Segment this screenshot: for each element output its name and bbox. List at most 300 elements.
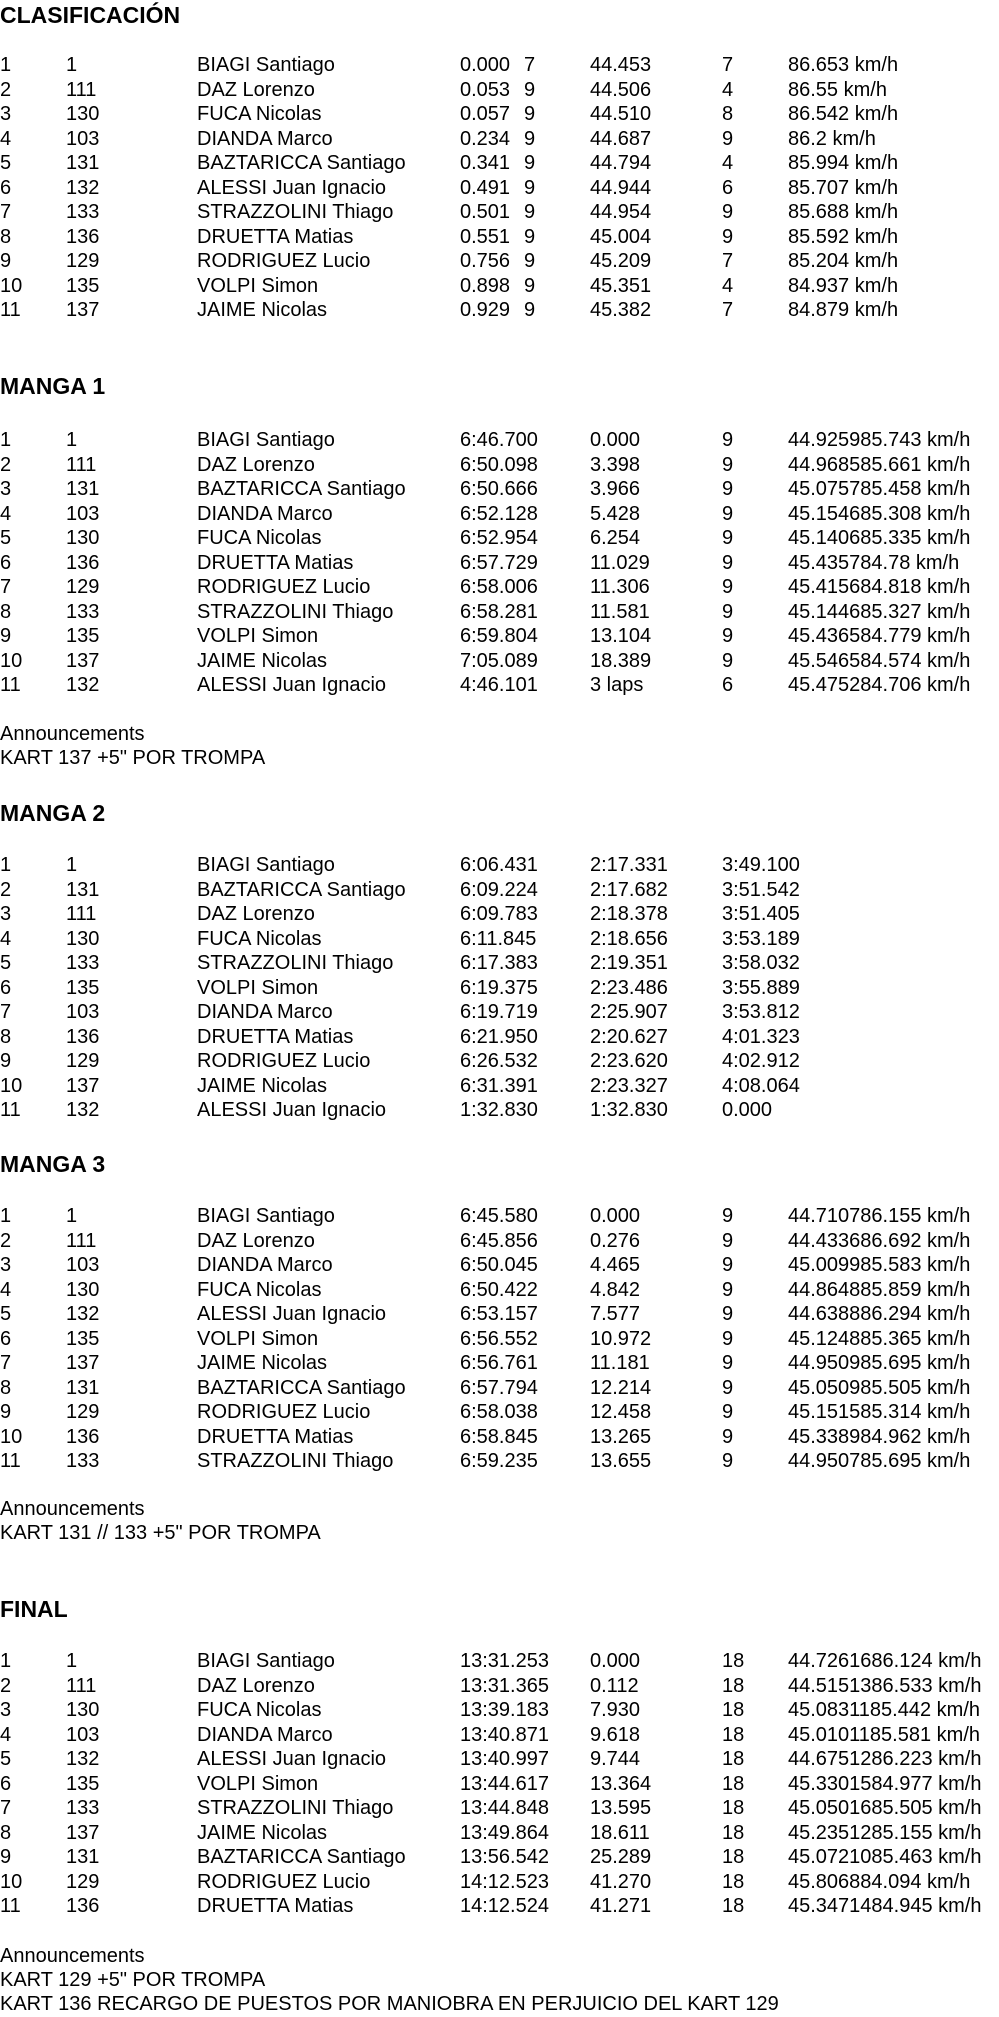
table-row <box>0 1845 999 1870</box>
table-cell: 9.744 <box>590 1748 641 1770</box>
table-cell: 44.433686.692 km/h <box>788 1229 971 1252</box>
table-cell: 13:44.848 <box>460 1797 549 1819</box>
table-cell: STRAZZOLINI Thiago <box>197 1450 394 1472</box>
table-row <box>0 53 999 78</box>
table-cell: 129 <box>66 576 100 598</box>
table-cell: 3.398 <box>590 453 641 476</box>
table-cell: 44.638886.294 km/h <box>788 1303 971 1325</box>
table-cell: 133 <box>66 201 100 223</box>
table-cell: VOLPI Simon <box>197 1772 319 1795</box>
table-cell: 9 <box>0 1846 12 1868</box>
table-cell: 4 <box>0 127 12 150</box>
table-cell: STRAZZOLINI Thiago <box>197 952 394 974</box>
table-cell: 2 <box>0 1674 12 1697</box>
table-cell: 6:52.128 <box>460 502 538 525</box>
table-cell: 85.688 km/h <box>788 201 899 223</box>
table-cell: 0.234 <box>460 127 511 150</box>
table-cell: 103 <box>66 1723 100 1746</box>
table-cell: DAZ Lorenzo <box>197 78 315 101</box>
table-row <box>0 78 999 103</box>
table-cell: 44.794 <box>590 152 652 174</box>
table-cell: DRUETTA Matias <box>197 1025 354 1048</box>
table-cell: 6:56.552 <box>460 1327 538 1350</box>
table-cell: 8 <box>0 1376 12 1399</box>
table-cell: 11.306 <box>590 576 650 598</box>
table-cell: 45.435784.78 km/h <box>788 551 960 574</box>
table-cell: 136 <box>66 1025 100 1048</box>
table-row <box>0 526 999 551</box>
table-cell: VOLPI Simon <box>197 1327 319 1350</box>
table-cell: 11 <box>0 299 21 321</box>
manga1-announcements-label: Announcements <box>0 723 145 745</box>
table-cell: 45.382 <box>590 299 652 321</box>
table-cell: 6:59.235 <box>460 1450 538 1472</box>
table-cell: 0.898 <box>460 274 511 297</box>
table-cell: 130 <box>66 527 100 549</box>
table-row <box>0 649 999 674</box>
table-row <box>0 477 999 502</box>
table-cell: 111 <box>66 78 97 101</box>
table-cell: 7 <box>0 576 12 598</box>
table-cell: 18 <box>722 1797 745 1819</box>
table-cell: 45.351 <box>590 274 652 297</box>
table-cell: 45.124885.365 km/h <box>788 1327 971 1350</box>
table-cell: 5 <box>0 1748 12 1770</box>
table-cell: 6:19.375 <box>460 976 538 999</box>
table-cell: 3 <box>0 103 12 125</box>
table-cell: 44.944 <box>590 176 652 199</box>
table-cell: STRAZZOLINI Thiago <box>197 201 394 223</box>
table-cell: 6:09.224 <box>460 878 538 901</box>
table-row <box>0 1049 999 1074</box>
table-cell: 9 <box>722 1376 734 1399</box>
table-cell: 13:40.997 <box>460 1748 549 1770</box>
table-cell: 1:32.830 <box>460 1099 538 1121</box>
table-cell: 3:53.812 <box>722 1001 800 1023</box>
table-cell: 132 <box>66 1099 100 1121</box>
table-row <box>0 1098 999 1123</box>
table-cell: 11.029 <box>590 551 650 574</box>
table-cell: 9 <box>0 1050 12 1072</box>
table-cell: 9 <box>0 625 12 647</box>
table-cell: 1 <box>66 1205 78 1227</box>
table-cell: RODRIGUEZ Lucio <box>197 576 371 598</box>
table-cell: 2 <box>0 1229 12 1252</box>
table-cell: 2:20.627 <box>590 1025 668 1048</box>
table-cell: 4:02.912 <box>722 1050 800 1072</box>
table-cell: 7 <box>722 250 734 272</box>
table-row <box>0 428 999 453</box>
table-cell: 4 <box>722 152 734 174</box>
table-cell: 5 <box>0 1303 12 1325</box>
table-cell: 135 <box>66 274 100 297</box>
table-cell: 45.436584.779 km/h <box>788 625 971 647</box>
table-cell: 41.271 <box>590 1895 652 1917</box>
final-title: FINAL <box>0 1596 68 1622</box>
table-cell: 9 <box>722 1401 734 1423</box>
table-cell: 9 <box>722 478 734 500</box>
table-cell: 135 <box>66 976 100 999</box>
table-row <box>0 1425 999 1450</box>
table-cell: 9 <box>722 1205 734 1227</box>
table-cell: 6 <box>0 176 12 199</box>
table-row <box>0 1894 999 1919</box>
table-cell: DIANDA Marco <box>197 1254 333 1276</box>
table-cell: 1 <box>0 1650 12 1672</box>
table-row <box>0 1302 999 1327</box>
table-cell: 9 <box>524 201 536 223</box>
table-cell: 44.954 <box>590 201 652 223</box>
table-cell: 103 <box>66 1001 100 1023</box>
table-cell: 2 <box>0 878 12 901</box>
table-cell: 1 <box>66 1650 78 1672</box>
table-row <box>0 1229 999 1254</box>
table-cell: 14:12.523 <box>460 1870 549 1893</box>
table-cell: ALESSI Juan Ignacio <box>197 1748 387 1770</box>
table-row <box>0 1000 999 1025</box>
table-cell: 1:32.830 <box>590 1099 668 1121</box>
table-cell: BIAGI Santiago <box>197 1205 335 1227</box>
table-row <box>0 976 999 1001</box>
table-cell: 44.950785.695 km/h <box>788 1450 971 1472</box>
table-cell: 130 <box>66 1278 100 1301</box>
table-cell: 41.270 <box>590 1870 652 1893</box>
table-cell: 8 <box>0 225 12 248</box>
table-cell: 2 <box>0 78 12 101</box>
table-cell: 0.341 <box>460 152 511 174</box>
table-row <box>0 1025 999 1050</box>
table-cell: 7:05.089 <box>460 649 538 672</box>
table-cell: 6:17.383 <box>460 952 538 974</box>
table-cell: 45.546584.574 km/h <box>788 649 971 672</box>
table-cell: BAZTARICCA Santiago <box>197 1846 406 1868</box>
table-row <box>0 1870 999 1895</box>
table-cell: 2:23.620 <box>590 1050 668 1072</box>
table-cell: 44.7261686.124 km/h <box>788 1650 982 1672</box>
table-cell: DRUETTA Matias <box>197 551 354 574</box>
table-row <box>0 1327 999 1352</box>
table-cell: BIAGI Santiago <box>197 429 335 451</box>
table-cell: 44.968585.661 km/h <box>788 453 971 476</box>
table-row <box>0 249 999 274</box>
table-row <box>0 200 999 225</box>
table-cell: 133 <box>66 1797 100 1819</box>
table-cell: 6:11.845 <box>460 927 537 950</box>
table-cell: FUCA Nicolas <box>197 527 322 549</box>
table-cell: 18 <box>722 1895 745 1917</box>
final-announcement: KART 129 +5" POR TROMPA <box>0 1969 266 1991</box>
table-cell: 3:51.405 <box>722 903 800 925</box>
table-row <box>0 274 999 299</box>
table-cell: 9 <box>722 1254 734 1276</box>
table-cell: DRUETTA Matias <box>197 1895 354 1917</box>
table-cell: 9 <box>722 576 734 598</box>
table-cell: 5 <box>0 527 12 549</box>
table-cell: 5.428 <box>590 502 641 525</box>
table-cell: 6:58.006 <box>460 576 538 598</box>
table-cell: 131 <box>66 478 100 500</box>
table-row <box>0 453 999 478</box>
table-cell: 3:58.032 <box>722 952 800 974</box>
table-cell: 9 <box>722 1425 734 1448</box>
clasificacion-title: CLASIFICACIÓN <box>0 2 181 28</box>
table-cell: 3 <box>0 1254 12 1276</box>
table-cell: 18 <box>722 1650 745 1672</box>
table-cell: 2 <box>0 453 12 476</box>
table-cell: DAZ Lorenzo <box>197 1674 315 1697</box>
table-cell: 85.592 km/h <box>788 225 899 248</box>
table-cell: 6:26.532 <box>460 1050 538 1072</box>
table-cell: 44.6751286.223 km/h <box>788 1748 982 1770</box>
manga1-table <box>0 428 999 698</box>
table-cell: 10 <box>0 274 23 297</box>
table-cell: 111 <box>66 1229 97 1252</box>
table-cell: 18 <box>722 1846 745 1868</box>
table-cell: DIANDA Marco <box>197 502 333 525</box>
table-cell: 0.000 <box>460 54 511 76</box>
table-cell: 4 <box>0 1723 12 1746</box>
table-cell: 7.930 <box>590 1699 641 1721</box>
table-cell: 2:19.351 <box>590 952 668 974</box>
table-cell: 2:23.327 <box>590 1074 668 1097</box>
table-cell: 45.144685.327 km/h <box>788 600 971 623</box>
table-cell: 4 <box>0 502 12 525</box>
table-cell: 103 <box>66 127 100 150</box>
table-cell: 45.009985.583 km/h <box>788 1254 971 1276</box>
table-cell: 13:56.542 <box>460 1846 549 1868</box>
table-cell: 6 <box>722 674 734 696</box>
final-announcement: KART 136 RECARGO DE PUESTOS POR MANIOBRA EN PERJUICIO DEL KART 129 <box>0 1993 779 2015</box>
table-row <box>0 1674 999 1699</box>
table-cell: 6:21.950 <box>460 1025 538 1048</box>
table-cell: 11 <box>0 1099 21 1121</box>
table-cell: 6:57.729 <box>460 551 538 574</box>
table-cell: ALESSI Juan Ignacio <box>197 1099 387 1121</box>
table-cell: 3:49.100 <box>722 854 800 876</box>
table-cell: 0.929 <box>460 299 511 321</box>
table-cell: 2:25.907 <box>590 1001 668 1023</box>
clasificacion-table <box>0 53 999 323</box>
table-row <box>0 1796 999 1821</box>
table-cell: 11.581 <box>590 600 650 623</box>
table-cell: 45.415684.818 km/h <box>788 576 971 598</box>
table-cell: 9 <box>722 1450 734 1472</box>
table-cell: 86.653 km/h <box>788 54 899 76</box>
table-cell: 45.154685.308 km/h <box>788 502 971 525</box>
table-cell: 18 <box>722 1748 745 1770</box>
table-cell: 14:12.524 <box>460 1895 549 1917</box>
table-cell: 8 <box>722 103 734 125</box>
table-cell: 135 <box>66 1772 100 1795</box>
table-cell: 18 <box>722 1723 745 1746</box>
table-cell: 10 <box>0 649 23 672</box>
table-cell: 6.254 <box>590 527 641 549</box>
table-cell: 18 <box>722 1674 745 1697</box>
table-cell: 7.577 <box>590 1303 641 1325</box>
table-cell: 13.595 <box>590 1797 652 1819</box>
table-cell: 137 <box>66 1821 100 1844</box>
table-cell: 9 <box>722 1278 734 1301</box>
table-cell: JAIME Nicolas <box>197 649 328 672</box>
table-cell: 131 <box>66 1376 100 1399</box>
table-cell: 2:17.331 <box>590 854 668 876</box>
table-cell: 2:23.486 <box>590 976 668 999</box>
table-cell: 130 <box>66 103 100 125</box>
table-cell: 131 <box>66 878 100 901</box>
table-cell: 5 <box>0 152 12 174</box>
table-cell: 132 <box>66 1303 100 1325</box>
table-cell: 1 <box>0 1205 12 1227</box>
table-cell: 11 <box>0 1450 21 1472</box>
table-cell: 44.506 <box>590 78 652 101</box>
table-cell: 8 <box>0 1821 12 1844</box>
table-cell: 6:53.157 <box>460 1303 538 1325</box>
table-cell: ALESSI Juan Ignacio <box>197 674 387 696</box>
table-cell: 84.879 km/h <box>788 299 899 321</box>
table-cell: 6:06.431 <box>460 854 538 876</box>
table-cell: 4 <box>0 1278 12 1301</box>
table-row <box>0 575 999 600</box>
table-cell: 6:45.580 <box>460 1205 538 1227</box>
table-row <box>0 673 999 698</box>
table-cell: 6:50.422 <box>460 1278 538 1301</box>
table-cell: 85.707 km/h <box>788 176 899 199</box>
table-cell: 45.806884.094 km/h <box>788 1870 971 1893</box>
table-cell: 6 <box>0 1772 12 1795</box>
table-row <box>0 1204 999 1229</box>
table-row <box>0 1351 999 1376</box>
table-cell: 0.756 <box>460 250 511 272</box>
table-cell: 129 <box>66 1401 100 1423</box>
table-cell: DAZ Lorenzo <box>197 453 315 476</box>
table-cell: BIAGI Santiago <box>197 854 335 876</box>
table-cell: 111 <box>66 453 97 476</box>
table-cell: 0.551 <box>460 225 511 248</box>
table-cell: STRAZZOLINI Thiago <box>197 1797 394 1819</box>
table-cell: 9 <box>722 1229 734 1252</box>
table-row <box>0 624 999 649</box>
table-cell: 9 <box>722 127 734 150</box>
table-cell: 18.611 <box>590 1821 650 1844</box>
table-cell: 4:01.323 <box>722 1025 800 1048</box>
table-cell: 6:58.281 <box>460 600 538 623</box>
table-cell: 137 <box>66 1074 100 1097</box>
table-cell: 9 <box>722 225 734 248</box>
table-row <box>0 1449 999 1474</box>
table-cell: 6:56.761 <box>460 1352 538 1374</box>
table-cell: 9 <box>0 250 12 272</box>
table-cell: BAZTARICCA Santiago <box>197 878 406 901</box>
table-cell: 2:18.656 <box>590 927 668 950</box>
table-cell: 0.501 <box>460 201 511 223</box>
table-cell: RODRIGUEZ Lucio <box>197 1870 371 1893</box>
table-cell: 135 <box>66 1327 100 1350</box>
table-cell: 13.265 <box>590 1425 652 1448</box>
table-row <box>0 298 999 323</box>
table-cell: FUCA Nicolas <box>197 927 322 950</box>
table-row <box>0 1074 999 1099</box>
table-cell: 9 <box>722 625 734 647</box>
table-cell: 9 <box>0 1401 12 1423</box>
table-cell: 85.204 km/h <box>788 250 899 272</box>
table-cell: RODRIGUEZ Lucio <box>197 250 371 272</box>
table-cell: 137 <box>66 649 100 672</box>
table-cell: DIANDA Marco <box>197 1001 333 1023</box>
table-cell: 132 <box>66 674 100 696</box>
table-cell: 133 <box>66 1450 100 1472</box>
table-cell: DIANDA Marco <box>197 127 333 150</box>
table-cell: 45.0831185.442 km/h <box>788 1699 981 1721</box>
final-announcements-label: Announcements <box>0 1945 145 1967</box>
table-cell: 10 <box>0 1870 23 1893</box>
table-cell: 11 <box>0 1895 21 1917</box>
table-cell: 45.3471484.945 km/h <box>788 1895 982 1917</box>
table-cell: DAZ Lorenzo <box>197 903 315 925</box>
table-cell: FUCA Nicolas <box>197 1699 322 1721</box>
manga1-announcement: KART 137 +5" POR TROMPA <box>0 747 266 769</box>
table-row <box>0 951 999 976</box>
table-cell: 2:17.682 <box>590 878 668 901</box>
table-cell: 18 <box>722 1821 745 1844</box>
table-row <box>0 1400 999 1425</box>
table-cell: BIAGI Santiago <box>197 54 335 76</box>
table-cell: 9 <box>722 1303 734 1325</box>
manga3-table <box>0 1204 999 1474</box>
table-cell: 6:19.719 <box>460 1001 538 1023</box>
table-cell: DAZ Lorenzo <box>197 1229 315 1252</box>
table-cell: 9 <box>722 1352 734 1374</box>
table-cell: 45.475284.706 km/h <box>788 674 971 696</box>
table-cell: 85.994 km/h <box>788 152 899 174</box>
table-cell: ALESSI Juan Ignacio <box>197 1303 387 1325</box>
table-cell: VOLPI Simon <box>197 274 319 297</box>
table-cell: 133 <box>66 952 100 974</box>
final-table <box>0 1649 999 1919</box>
table-cell: 10 <box>0 1074 23 1097</box>
table-cell: VOLPI Simon <box>197 625 319 647</box>
table-cell: 7 <box>722 299 734 321</box>
table-cell: 44.925985.743 km/h <box>788 429 971 451</box>
table-cell: 131 <box>66 1846 100 1868</box>
table-cell: FUCA Nicolas <box>197 1278 322 1301</box>
table-cell: 103 <box>66 1254 100 1276</box>
table-cell: 3.966 <box>590 478 641 500</box>
table-cell: 9 <box>524 225 536 248</box>
table-cell: 0.000 <box>722 1099 773 1121</box>
table-cell: 136 <box>66 225 100 248</box>
table-cell: 3:55.889 <box>722 976 800 999</box>
table-cell: JAIME Nicolas <box>197 299 328 321</box>
table-cell: 9 <box>722 453 734 476</box>
table-cell: 45.0501685.505 km/h <box>788 1797 982 1819</box>
table-cell: 6:58.845 <box>460 1425 538 1448</box>
table-cell: RODRIGUEZ Lucio <box>197 1050 371 1072</box>
table-cell: 133 <box>66 600 100 623</box>
table-cell: 11.181 <box>590 1352 650 1374</box>
table-cell: 18 <box>722 1870 745 1893</box>
table-cell: 7 <box>722 54 734 76</box>
table-cell: 10.972 <box>590 1327 652 1350</box>
table-cell: 6 <box>722 176 734 199</box>
table-cell: 45.151585.314 km/h <box>788 1401 971 1423</box>
table-cell: 137 <box>66 1352 100 1374</box>
table-cell: 129 <box>66 1050 100 1072</box>
table-cell: 13:39.183 <box>460 1699 549 1721</box>
table-cell: 6:31.391 <box>460 1074 538 1097</box>
table-cell: 9 <box>524 299 536 321</box>
table-cell: 44.687 <box>590 127 652 150</box>
table-cell: 86.2 km/h <box>788 127 876 150</box>
